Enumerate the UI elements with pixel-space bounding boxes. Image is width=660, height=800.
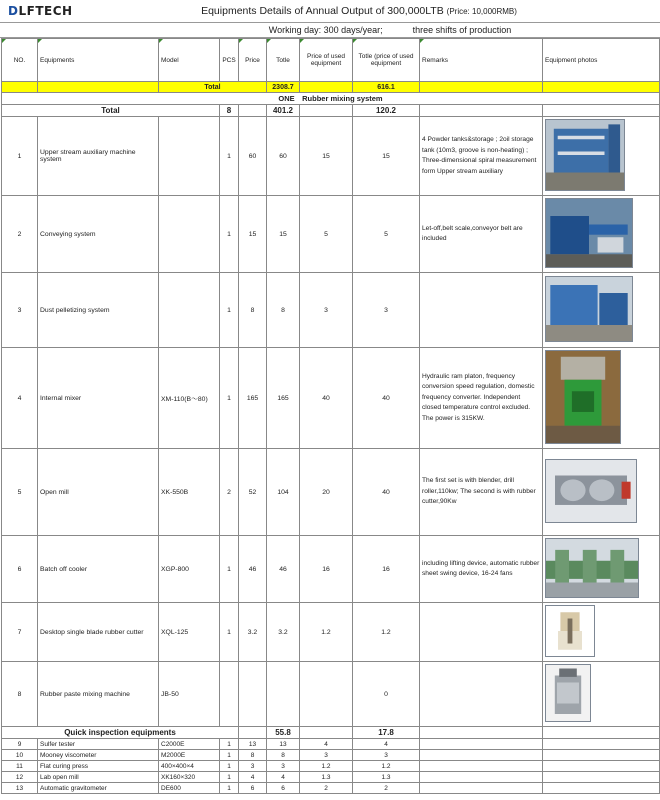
- equipment-photo-cell: [543, 662, 660, 727]
- row-no: 10: [2, 750, 38, 761]
- table-row: [2, 348, 660, 449]
- remarks: [420, 662, 543, 727]
- blank: [239, 727, 267, 739]
- blank: [300, 727, 353, 739]
- section-title: ONE Rubber mixing system: [2, 93, 660, 105]
- equipment-photo: [545, 664, 591, 722]
- equipment-photo-cell: [543, 273, 660, 348]
- company-logo: DLFTECH: [8, 4, 73, 18]
- used-total: 5: [353, 196, 420, 273]
- equipment-price: 8: [239, 750, 267, 761]
- used-total: 3: [353, 273, 420, 348]
- equipment-pcs: 1: [220, 117, 239, 196]
- equipment-totle: 15: [267, 196, 300, 273]
- row-no: 5: [2, 449, 38, 536]
- equipment-price: 3: [239, 761, 267, 772]
- header-used-total: Totle (price of used equipment: [353, 39, 420, 82]
- equipment-price: 46: [239, 536, 267, 603]
- row-no: 6: [2, 536, 38, 603]
- price-unit-note: (Price: 10,000RMB): [446, 7, 517, 16]
- remarks: [420, 761, 543, 772]
- remarks: [420, 783, 543, 794]
- table-row: [2, 783, 660, 794]
- equipment-photo-cell: [543, 449, 660, 536]
- used-total: 1.3: [353, 772, 420, 783]
- production-info-row: [0, 23, 660, 38]
- used-price: 4: [300, 739, 353, 750]
- table-row: [2, 603, 660, 662]
- used-price: 20: [300, 449, 353, 536]
- equipment-totle: [267, 662, 300, 727]
- used-total: 1.2: [353, 603, 420, 662]
- equipment-pcs: 1: [220, 761, 239, 772]
- section-total-label: Total: [2, 105, 220, 117]
- grand-total-totle: 2308.7: [267, 82, 300, 93]
- equipment-totle: 104: [267, 449, 300, 536]
- equipment-photo-cell: [543, 196, 660, 273]
- equipment-name: Upper stream auxiliary machine system: [38, 117, 159, 196]
- used-total: 15: [353, 117, 420, 196]
- equipment-name: Rubber paste mixing machine: [38, 662, 159, 727]
- table-row: [2, 750, 660, 761]
- shifts-info: three shifts of production: [412, 25, 512, 35]
- equipment-model: [159, 117, 220, 196]
- used-price: 1.2: [300, 761, 353, 772]
- row-no: 13: [2, 783, 38, 794]
- used-total: 2: [353, 783, 420, 794]
- grand-total-used: 616.1: [353, 82, 420, 93]
- row-no: 3: [2, 273, 38, 348]
- header-pcs: PCS: [220, 39, 239, 82]
- remarks: [420, 603, 543, 662]
- equipment-model: C2000E: [159, 739, 220, 750]
- equipment-name: Internal mixer: [38, 348, 159, 449]
- used-price: 2: [300, 783, 353, 794]
- equipment-pcs: 1: [220, 603, 239, 662]
- used-price: 40: [300, 348, 353, 449]
- equipment-price: 8: [239, 273, 267, 348]
- table-row: [2, 449, 660, 536]
- grand-total-row: [2, 82, 660, 93]
- equipment-pcs: 2: [220, 449, 239, 536]
- equipment-photo-cell: [543, 739, 660, 750]
- equipment-totle: 3: [267, 761, 300, 772]
- equipment-price: 15: [239, 196, 267, 273]
- row-no: 7: [2, 603, 38, 662]
- equipment-price: 13: [239, 739, 267, 750]
- equipment-model: M2000E: [159, 750, 220, 761]
- used-price: 1.3: [300, 772, 353, 783]
- header-used-price: Price of used equipment: [300, 39, 353, 82]
- section-heading-row: [2, 93, 660, 105]
- equipment-photo-cell: [543, 761, 660, 772]
- table-row: [2, 117, 660, 196]
- equipment-price: 6: [239, 783, 267, 794]
- grand-total-label: Total: [159, 82, 267, 93]
- equipment-model: XM-110(B～80): [159, 348, 220, 449]
- equipment-totle: 46: [267, 536, 300, 603]
- row-no: 1: [2, 117, 38, 196]
- table-row: [2, 662, 660, 727]
- equipment-photo-cell: [543, 536, 660, 603]
- section-total-row: [2, 105, 660, 117]
- remarks: [420, 750, 543, 761]
- equipment-pcs: 1: [220, 783, 239, 794]
- used-total: 1.2: [353, 761, 420, 772]
- header-totle: Totle: [267, 39, 300, 82]
- equipment-photo: [545, 605, 595, 657]
- equipment-model: XGP-800: [159, 536, 220, 603]
- used-total: 40: [353, 449, 420, 536]
- equipment-totle: 165: [267, 348, 300, 449]
- equipment-price: 165: [239, 348, 267, 449]
- equipment-pcs: [220, 662, 239, 727]
- equipment-model: 400×400×4: [159, 761, 220, 772]
- equipment-photo-cell: [543, 772, 660, 783]
- header-row: [2, 39, 660, 82]
- equipment-table: [1, 38, 660, 794]
- equipment-model: XK-550B: [159, 449, 220, 536]
- working-days: Working day: 300 days/year;: [268, 25, 383, 35]
- equipment-pcs: 1: [220, 739, 239, 750]
- equipment-pcs: 1: [220, 273, 239, 348]
- equipment-totle: 60: [267, 117, 300, 196]
- table-row: [2, 196, 660, 273]
- equipment-totle: 6: [267, 783, 300, 794]
- equipment-name: Mooney viscometer: [38, 750, 159, 761]
- equipment-photo-cell: [543, 117, 660, 196]
- equipment-photo-cell: [543, 750, 660, 761]
- equipment-name: Desktop single blade rubber cutter: [38, 603, 159, 662]
- equipment-totle: 13: [267, 739, 300, 750]
- header-model: Model: [159, 39, 220, 82]
- section-title: Quick inspection equipments: [2, 727, 239, 739]
- equipment-model: XK160×320: [159, 772, 220, 783]
- title-row: [0, 0, 660, 23]
- remarks: Let-off,belt scale,conveyor belt are included: [420, 196, 543, 273]
- section-total-totle: 55.8: [267, 727, 300, 739]
- header-price: Price: [239, 39, 267, 82]
- blank: [420, 727, 543, 739]
- equipment-model: [159, 273, 220, 348]
- equipment-model: [159, 196, 220, 273]
- section-total-totle: 401.2: [267, 105, 300, 117]
- header-remarks: Remarks: [420, 39, 543, 82]
- equipment-model: DE600: [159, 783, 220, 794]
- used-price: 5: [300, 196, 353, 273]
- row-no: 11: [2, 761, 38, 772]
- used-total: 40: [353, 348, 420, 449]
- equipment-photo-cell: [543, 783, 660, 794]
- used-price: 3: [300, 273, 353, 348]
- used-total: 4: [353, 739, 420, 750]
- header-equipments: Equipments: [38, 39, 159, 82]
- equipment-photo: [545, 119, 625, 191]
- equipment-pcs: 1: [220, 348, 239, 449]
- equipment-price: 52: [239, 449, 267, 536]
- row-no: 9: [2, 739, 38, 750]
- equipment-name: Sulfer tester: [38, 739, 159, 750]
- equipment-name: Conveying system: [38, 196, 159, 273]
- remarks: including lifting device, automatic rubber sheet swing device, 16-24 fans: [420, 536, 543, 603]
- table-row: [2, 761, 660, 772]
- equipment-pcs: 1: [220, 536, 239, 603]
- table-row: [2, 273, 660, 348]
- equipment-photo: [545, 276, 633, 342]
- section-total-row: [2, 727, 660, 739]
- equipment-price: 60: [239, 117, 267, 196]
- remarks: Hydraulic ram platon, frequency conversion speed regulation, domestic frequency converter. Independent closed temperature control excluded. The power is 315KW.: [420, 348, 543, 449]
- equipment-photo-cell: [543, 603, 660, 662]
- section-total-used: 120.2: [353, 105, 420, 117]
- table-row: [2, 772, 660, 783]
- sheet-title: Equipments Details of Annual Output of 300,000LTB (Price: 10,000RMB): [201, 5, 517, 17]
- remarks: [420, 273, 543, 348]
- equipment-photo: [545, 198, 633, 268]
- header-no: NO.: [2, 39, 38, 82]
- equipment-photo-cell: [543, 348, 660, 449]
- used-price: 3: [300, 750, 353, 761]
- row-no: 8: [2, 662, 38, 727]
- remarks: The first set is with blender, drill roller,110kw; The second is with rubber cutter,90Kw: [420, 449, 543, 536]
- equipment-name: Lab open mill: [38, 772, 159, 783]
- equipment-model: XQL-125: [159, 603, 220, 662]
- equipment-name: Batch off cooler: [38, 536, 159, 603]
- remarks: 4 Powder tanks&storage ; 2oil storage tank (10m3, groove is non-heating) ; Three-dimensional spiral measurement form Upper stream auxiliary: [420, 117, 543, 196]
- row-no: 4: [2, 348, 38, 449]
- table-row: [2, 536, 660, 603]
- used-price: 1.2: [300, 603, 353, 662]
- section-total-used: 17.8: [353, 727, 420, 739]
- equipment-photo: [545, 350, 621, 444]
- row-no: 12: [2, 772, 38, 783]
- row-no: 2: [2, 196, 38, 273]
- equipment-name: Open mill: [38, 449, 159, 536]
- equipment-pcs: 1: [220, 750, 239, 761]
- used-total: 16: [353, 536, 420, 603]
- equipment-pcs: 1: [220, 772, 239, 783]
- equipment-name: Dust pelletizing system: [38, 273, 159, 348]
- equipment-totle: 3.2: [267, 603, 300, 662]
- header-photos: Equipment photos: [543, 39, 660, 82]
- equipment-totle: 8: [267, 273, 300, 348]
- equipment-model: JB-50: [159, 662, 220, 727]
- used-price: [300, 662, 353, 727]
- equipment-pcs: 1: [220, 196, 239, 273]
- used-total: 0: [353, 662, 420, 727]
- table-row: [2, 739, 660, 750]
- equipment-price: [239, 662, 267, 727]
- equipment-price: 3.2: [239, 603, 267, 662]
- remarks: [420, 739, 543, 750]
- equipment-totle: 4: [267, 772, 300, 783]
- equipment-name: Automatic gravitometer: [38, 783, 159, 794]
- used-total: 3: [353, 750, 420, 761]
- used-price: 16: [300, 536, 353, 603]
- used-price: 15: [300, 117, 353, 196]
- equipment-name: Flat curing press: [38, 761, 159, 772]
- blank: [543, 727, 660, 739]
- equipment-photo: [545, 459, 637, 523]
- equipment-photo: [545, 538, 639, 598]
- equipment-totle: 8: [267, 750, 300, 761]
- section-total-pcs: 8: [220, 105, 239, 117]
- remarks: [420, 772, 543, 783]
- equipment-price: 4: [239, 772, 267, 783]
